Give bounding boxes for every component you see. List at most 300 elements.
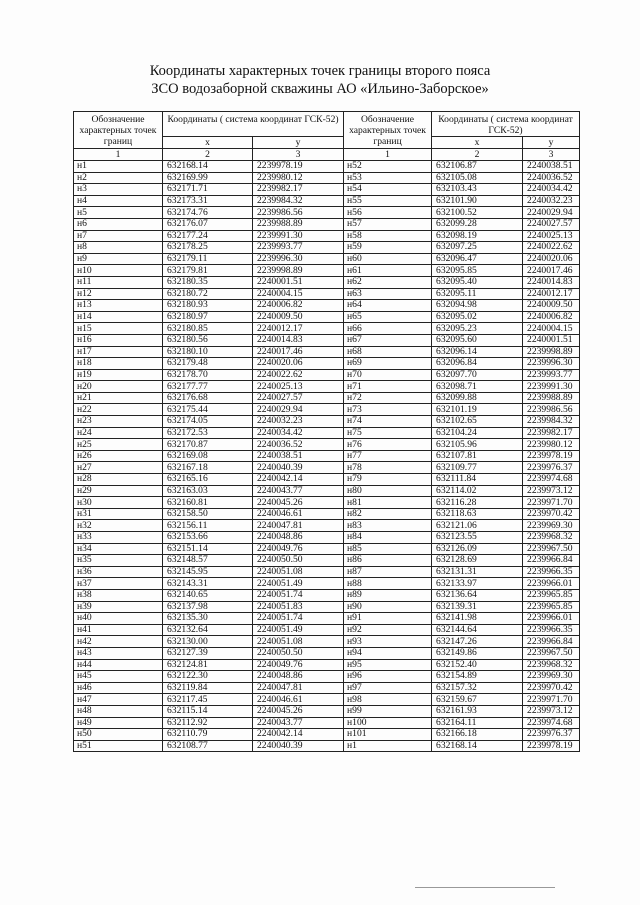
cell-y-left: 2239980.12 xyxy=(253,172,344,184)
cell-point-label-left: н41 xyxy=(74,624,163,636)
cell-x-right: 632096.47 xyxy=(432,253,523,265)
cell-x-left: 632179.81 xyxy=(163,265,253,277)
header-index-3-right: 3 xyxy=(523,149,580,161)
cell-point-label-right: н90 xyxy=(344,601,432,613)
cell-y-right: 2239968.32 xyxy=(523,659,580,671)
cell-point-label-right: н79 xyxy=(344,474,432,486)
cell-point-label-right: н59 xyxy=(344,242,432,254)
cell-x-right: 632116.28 xyxy=(432,497,523,509)
cell-point-label-right: н1 xyxy=(344,740,432,752)
cell-x-right: 632118.63 xyxy=(432,508,523,520)
cell-point-label-right: н88 xyxy=(344,578,432,590)
cell-point-label-left: н37 xyxy=(74,578,163,590)
cell-x-right: 632147.26 xyxy=(432,636,523,648)
title-line-2: ЗСО водозаборной скважины АО «Ильино-Заборское» xyxy=(151,81,489,97)
table-row xyxy=(74,253,580,265)
title-line-1: Координаты характерных точек границы второго пояса xyxy=(149,63,491,79)
cell-x-left: 632137.98 xyxy=(163,601,253,613)
table-row xyxy=(74,230,580,242)
cell-y-left: 2240040.39 xyxy=(253,462,344,474)
cell-point-label-right: н81 xyxy=(344,497,432,509)
table-row xyxy=(74,613,580,625)
cell-y-right: 2239965.85 xyxy=(523,589,580,601)
cell-y-left: 2240051.08 xyxy=(253,566,344,578)
coordinates-table-body xyxy=(74,161,580,752)
header-point-label-left: Обозначение характерных точек границ xyxy=(74,112,163,149)
cell-y-left: 2239984.32 xyxy=(253,195,344,207)
cell-point-label-right: н55 xyxy=(344,195,432,207)
cell-y-left: 2239978.19 xyxy=(253,161,344,173)
cell-point-label-right: н97 xyxy=(344,682,432,694)
cell-y-left: 2240036.52 xyxy=(253,439,344,451)
cell-y-right: 2240004.15 xyxy=(523,323,580,335)
cell-y-left: 2240006.82 xyxy=(253,300,344,312)
cell-x-right: 632095.23 xyxy=(432,323,523,335)
cell-y-right: 2239973.12 xyxy=(523,705,580,717)
cell-point-label-left: н49 xyxy=(74,717,163,729)
cell-y-left: 2240025.13 xyxy=(253,381,344,393)
cell-point-label-left: н46 xyxy=(74,682,163,694)
cell-y-right: 2239980.12 xyxy=(523,439,580,451)
table-row xyxy=(74,671,580,683)
cell-x-right: 632098.71 xyxy=(432,381,523,393)
cell-point-label-left: н20 xyxy=(74,381,163,393)
cell-x-right: 632149.86 xyxy=(432,647,523,659)
cell-point-label-right: н101 xyxy=(344,729,432,741)
table-row xyxy=(74,265,580,277)
cell-x-right: 632099.28 xyxy=(432,218,523,230)
cell-y-right: 2240027.57 xyxy=(523,218,580,230)
cell-point-label-left: н28 xyxy=(74,474,163,486)
cell-point-label-right: н98 xyxy=(344,694,432,706)
cell-y-left: 2240051.49 xyxy=(253,578,344,590)
cell-y-right: 2239970.42 xyxy=(523,682,580,694)
cell-y-left: 2240017.46 xyxy=(253,346,344,358)
cell-x-left: 632112.92 xyxy=(163,717,253,729)
table-row xyxy=(74,288,580,300)
cell-x-left: 632180.35 xyxy=(163,276,253,288)
cell-point-label-left: н11 xyxy=(74,276,163,288)
cell-x-right: 632103.43 xyxy=(432,184,523,196)
cell-x-right: 632097.25 xyxy=(432,242,523,254)
cell-point-label-right: н61 xyxy=(344,265,432,277)
cell-y-left: 2240029.94 xyxy=(253,404,344,416)
cell-point-label-left: н34 xyxy=(74,543,163,555)
cell-y-left: 2240045.26 xyxy=(253,497,344,509)
cell-y-right: 2239971.70 xyxy=(523,694,580,706)
cell-x-left: 632130.00 xyxy=(163,636,253,648)
cell-point-label-left: н40 xyxy=(74,613,163,625)
cell-y-left: 2240050.50 xyxy=(253,647,344,659)
cell-x-left: 632180.72 xyxy=(163,288,253,300)
table-row xyxy=(74,462,580,474)
cell-point-label-right: н80 xyxy=(344,485,432,497)
cell-x-right: 632105.08 xyxy=(432,172,523,184)
table-row xyxy=(74,276,580,288)
cell-y-left: 2240020.06 xyxy=(253,358,344,370)
cell-x-right: 632095.11 xyxy=(432,288,523,300)
cell-x-left: 632143.31 xyxy=(163,578,253,590)
cell-y-left: 2240046.61 xyxy=(253,694,344,706)
table-row xyxy=(74,532,580,544)
cell-x-left: 632108.77 xyxy=(163,740,253,752)
cell-y-left: 2240043.77 xyxy=(253,717,344,729)
cell-point-label-left: н12 xyxy=(74,288,163,300)
cell-x-left: 632180.97 xyxy=(163,311,253,323)
table-row xyxy=(74,427,580,439)
table-row xyxy=(74,323,580,335)
cell-point-label-right: н72 xyxy=(344,392,432,404)
cell-x-left: 632160.81 xyxy=(163,497,253,509)
cell-y-right: 2240029.94 xyxy=(523,207,580,219)
cell-x-left: 632177.77 xyxy=(163,381,253,393)
table-row xyxy=(74,694,580,706)
cell-point-label-left: н29 xyxy=(74,485,163,497)
cell-x-right: 632102.65 xyxy=(432,416,523,428)
cell-x-left: 632124.81 xyxy=(163,659,253,671)
cell-y-right: 2240017.46 xyxy=(523,265,580,277)
cell-y-right: 2239971.70 xyxy=(523,497,580,509)
cell-point-label-right: н63 xyxy=(344,288,432,300)
cell-y-right: 2240012.17 xyxy=(523,288,580,300)
header-index-3-left: 3 xyxy=(253,149,344,161)
cell-y-left: 2240012.17 xyxy=(253,323,344,335)
cell-point-label-left: н15 xyxy=(74,323,163,335)
cell-x-right: 632133.97 xyxy=(432,578,523,590)
cell-x-right: 632095.60 xyxy=(432,334,523,346)
table-row xyxy=(74,161,580,173)
cell-y-right: 2239991.30 xyxy=(523,381,580,393)
cell-point-label-left: н22 xyxy=(74,404,163,416)
cell-x-right: 632106.87 xyxy=(432,161,523,173)
cell-x-left: 632171.71 xyxy=(163,184,253,196)
cell-y-left: 2240048.86 xyxy=(253,532,344,544)
cell-y-right: 2239966.01 xyxy=(523,613,580,625)
cell-y-left: 2240046.61 xyxy=(253,508,344,520)
cell-x-right: 632098.19 xyxy=(432,230,523,242)
cell-point-label-left: н48 xyxy=(74,705,163,717)
cell-y-right: 2239966.01 xyxy=(523,578,580,590)
cell-y-left: 2240040.39 xyxy=(253,740,344,752)
cell-x-left: 632176.07 xyxy=(163,218,253,230)
cell-point-label-right: н53 xyxy=(344,172,432,184)
cell-y-right: 2239967.50 xyxy=(523,647,580,659)
cell-y-left: 2240001.51 xyxy=(253,276,344,288)
cell-x-right: 632123.55 xyxy=(432,532,523,544)
table-row xyxy=(74,636,580,648)
cell-y-left: 2240047.81 xyxy=(253,682,344,694)
cell-point-label-right: н57 xyxy=(344,218,432,230)
cell-y-right: 2240022.62 xyxy=(523,242,580,254)
cell-y-right: 2239976.37 xyxy=(523,729,580,741)
cell-x-left: 632175.44 xyxy=(163,404,253,416)
cell-point-label-left: н3 xyxy=(74,184,163,196)
cell-point-label-right: н95 xyxy=(344,659,432,671)
header-y-left: у xyxy=(253,137,344,149)
cell-point-label-left: н30 xyxy=(74,497,163,509)
cell-point-label-right: н77 xyxy=(344,450,432,462)
cell-x-right: 632166.18 xyxy=(432,729,523,741)
cell-point-label-right: н67 xyxy=(344,334,432,346)
cell-x-right: 632114.02 xyxy=(432,485,523,497)
table-row xyxy=(74,589,580,601)
table-row xyxy=(74,450,580,462)
table-row xyxy=(74,346,580,358)
table-row xyxy=(74,497,580,509)
cell-x-right: 632111.84 xyxy=(432,474,523,486)
cell-point-label-left: н4 xyxy=(74,195,163,207)
cell-point-label-right: н74 xyxy=(344,416,432,428)
cell-point-label-right: н71 xyxy=(344,381,432,393)
cell-y-left: 2239982.17 xyxy=(253,184,344,196)
table-row xyxy=(74,195,580,207)
cell-x-right: 632157.32 xyxy=(432,682,523,694)
cell-point-label-right: н60 xyxy=(344,253,432,265)
cell-y-left: 2239993.77 xyxy=(253,242,344,254)
cell-point-label-left: н7 xyxy=(74,230,163,242)
cell-point-label-right: н56 xyxy=(344,207,432,219)
cell-x-right: 632131.31 xyxy=(432,566,523,578)
cell-x-left: 632169.08 xyxy=(163,450,253,462)
cell-x-left: 632165.16 xyxy=(163,474,253,486)
cell-y-left: 2240047.81 xyxy=(253,520,344,532)
cell-point-label-right: н100 xyxy=(344,717,432,729)
cell-y-left: 2240051.49 xyxy=(253,624,344,636)
cell-x-left: 632178.25 xyxy=(163,242,253,254)
cell-y-left: 2240048.86 xyxy=(253,671,344,683)
cell-point-label-left: н23 xyxy=(74,416,163,428)
cell-x-left: 632169.99 xyxy=(163,172,253,184)
cell-y-left: 2239986.56 xyxy=(253,207,344,219)
cell-x-left: 632177.24 xyxy=(163,230,253,242)
cell-y-left: 2240042.14 xyxy=(253,474,344,486)
cell-y-right: 2240020.06 xyxy=(523,253,580,265)
header-index-1-left: 1 xyxy=(74,149,163,161)
cell-x-left: 632110.79 xyxy=(163,729,253,741)
table-row xyxy=(74,729,580,741)
cell-x-right: 632094.98 xyxy=(432,300,523,312)
header-y-right: у xyxy=(523,137,580,149)
table-row xyxy=(74,311,580,323)
cell-x-left: 632153.66 xyxy=(163,532,253,544)
table-row xyxy=(74,485,580,497)
table-row xyxy=(74,172,580,184)
header-x-right: х xyxy=(432,137,523,149)
cell-point-label-left: н19 xyxy=(74,369,163,381)
cell-x-left: 632115.14 xyxy=(163,705,253,717)
cell-y-right: 2239974.68 xyxy=(523,717,580,729)
cell-x-left: 632148.57 xyxy=(163,555,253,567)
cell-y-left: 2240051.74 xyxy=(253,589,344,601)
cell-point-label-right: н91 xyxy=(344,613,432,625)
cell-y-right: 2239969.30 xyxy=(523,671,580,683)
cell-point-label-left: н25 xyxy=(74,439,163,451)
cell-y-left: 2240049.76 xyxy=(253,543,344,555)
table-row xyxy=(74,416,580,428)
cell-x-right: 632095.40 xyxy=(432,276,523,288)
coordinates-table xyxy=(73,111,580,752)
cell-x-left: 632176.68 xyxy=(163,392,253,404)
cell-point-label-right: н58 xyxy=(344,230,432,242)
cell-point-label-right: н64 xyxy=(344,300,432,312)
cell-y-left: 2239988.89 xyxy=(253,218,344,230)
cell-y-left: 2240051.83 xyxy=(253,601,344,613)
cell-point-label-left: н50 xyxy=(74,729,163,741)
cell-y-right: 2240034.42 xyxy=(523,184,580,196)
cell-point-label-right: н69 xyxy=(344,358,432,370)
cell-x-left: 632179.11 xyxy=(163,253,253,265)
cell-x-right: 632168.14 xyxy=(432,740,523,752)
cell-x-right: 632100.52 xyxy=(432,207,523,219)
cell-point-label-left: н13 xyxy=(74,300,163,312)
cell-point-label-left: н47 xyxy=(74,694,163,706)
cell-point-label-right: н83 xyxy=(344,520,432,532)
table-row xyxy=(74,520,580,532)
cell-x-right: 632095.85 xyxy=(432,265,523,277)
cell-x-right: 632096.84 xyxy=(432,358,523,370)
cell-point-label-left: н27 xyxy=(74,462,163,474)
cell-point-label-right: н75 xyxy=(344,427,432,439)
cell-point-label-right: н66 xyxy=(344,323,432,335)
table-row xyxy=(74,740,580,752)
cell-x-left: 632163.03 xyxy=(163,485,253,497)
cell-point-label-left: н5 xyxy=(74,207,163,219)
cell-x-right: 632105.96 xyxy=(432,439,523,451)
cell-point-label-left: н35 xyxy=(74,555,163,567)
cell-x-left: 632145.95 xyxy=(163,566,253,578)
table-row xyxy=(74,300,580,312)
cell-x-right: 632096.14 xyxy=(432,346,523,358)
cell-y-left: 2240051.74 xyxy=(253,613,344,625)
table-row xyxy=(74,647,580,659)
cell-x-left: 632151.14 xyxy=(163,543,253,555)
cell-x-right: 632161.93 xyxy=(432,705,523,717)
cell-x-left: 632127.39 xyxy=(163,647,253,659)
cell-point-label-left: н31 xyxy=(74,508,163,520)
cell-x-left: 632173.31 xyxy=(163,195,253,207)
cell-y-right: 2240009.50 xyxy=(523,300,580,312)
cell-y-right: 2239993.77 xyxy=(523,369,580,381)
cell-x-right: 632099.88 xyxy=(432,392,523,404)
cell-point-label-left: н42 xyxy=(74,636,163,648)
cell-y-right: 2239965.85 xyxy=(523,601,580,613)
cell-point-label-right: н70 xyxy=(344,369,432,381)
cell-point-label-right: н93 xyxy=(344,636,432,648)
table-row xyxy=(74,578,580,590)
cell-point-label-left: н33 xyxy=(74,532,163,544)
table-row xyxy=(74,659,580,671)
cell-y-right: 2239986.56 xyxy=(523,404,580,416)
table-row xyxy=(74,439,580,451)
cell-point-label-left: н24 xyxy=(74,427,163,439)
cell-y-right: 2240025.13 xyxy=(523,230,580,242)
cell-x-left: 632178.70 xyxy=(163,369,253,381)
table-row xyxy=(74,717,580,729)
cell-point-label-left: н14 xyxy=(74,311,163,323)
cell-point-label-right: н76 xyxy=(344,439,432,451)
cell-point-label-left: н8 xyxy=(74,242,163,254)
cell-y-left: 2240032.23 xyxy=(253,416,344,428)
cell-y-right: 2239966.35 xyxy=(523,566,580,578)
table-row xyxy=(74,218,580,230)
cell-x-right: 632164.11 xyxy=(432,717,523,729)
table-row xyxy=(74,404,580,416)
header-index-2-left: 2 xyxy=(163,149,253,161)
table-row xyxy=(74,624,580,636)
table-row xyxy=(74,242,580,254)
cell-y-left: 2239998.89 xyxy=(253,265,344,277)
cell-x-left: 632135.30 xyxy=(163,613,253,625)
cell-x-left: 632174.76 xyxy=(163,207,253,219)
cell-point-label-left: н18 xyxy=(74,358,163,370)
table-row xyxy=(74,334,580,346)
cell-y-right: 2239970.42 xyxy=(523,508,580,520)
cell-y-right: 2239976.37 xyxy=(523,462,580,474)
header-index-1-right: 1 xyxy=(344,149,432,161)
cell-y-right: 2239988.89 xyxy=(523,392,580,404)
cell-point-label-right: н73 xyxy=(344,404,432,416)
cell-y-right: 2240036.52 xyxy=(523,172,580,184)
cell-x-left: 632117.45 xyxy=(163,694,253,706)
cell-point-label-left: н26 xyxy=(74,450,163,462)
cell-y-left: 2240038.51 xyxy=(253,450,344,462)
cell-x-right: 632107.81 xyxy=(432,450,523,462)
cell-y-right: 2239996.30 xyxy=(523,358,580,370)
cell-point-label-right: н82 xyxy=(344,508,432,520)
table-row xyxy=(74,381,580,393)
cell-point-label-right: н89 xyxy=(344,589,432,601)
cell-x-left: 632122.30 xyxy=(163,671,253,683)
cell-point-label-right: н86 xyxy=(344,555,432,567)
cell-y-right: 2239978.19 xyxy=(523,450,580,462)
cell-y-right: 2239969.30 xyxy=(523,520,580,532)
cell-y-right: 2239967.50 xyxy=(523,543,580,555)
cell-x-right: 632101.19 xyxy=(432,404,523,416)
table-row xyxy=(74,566,580,578)
cell-y-left: 2240050.50 xyxy=(253,555,344,567)
cell-x-left: 632180.56 xyxy=(163,334,253,346)
cell-x-left: 632170.87 xyxy=(163,439,253,451)
cell-point-label-left: н17 xyxy=(74,346,163,358)
table-row xyxy=(74,207,580,219)
cell-y-left: 2239991.30 xyxy=(253,230,344,242)
cell-y-right: 2240001.51 xyxy=(523,334,580,346)
cell-y-right: 2239982.17 xyxy=(523,427,580,439)
cell-y-right: 2239974.68 xyxy=(523,474,580,486)
cell-point-label-left: н43 xyxy=(74,647,163,659)
cell-x-right: 632104.24 xyxy=(432,427,523,439)
cell-point-label-right: н87 xyxy=(344,566,432,578)
cell-x-left: 632180.85 xyxy=(163,323,253,335)
cell-point-label-left: н21 xyxy=(74,392,163,404)
cell-x-right: 632136.64 xyxy=(432,589,523,601)
cell-point-label-right: н92 xyxy=(344,624,432,636)
cell-x-right: 632154.89 xyxy=(432,671,523,683)
cell-x-left: 632167.18 xyxy=(163,462,253,474)
cell-point-label-left: н9 xyxy=(74,253,163,265)
cell-y-left: 2240034.42 xyxy=(253,427,344,439)
cell-x-right: 632144.64 xyxy=(432,624,523,636)
table-row xyxy=(74,555,580,567)
header-index-2-right: 2 xyxy=(432,149,523,161)
cell-y-right: 2240006.82 xyxy=(523,311,580,323)
cell-point-label-left: н6 xyxy=(74,218,163,230)
cell-x-right: 632128.69 xyxy=(432,555,523,567)
cell-x-right: 632109.77 xyxy=(432,462,523,474)
cell-y-left: 2240043.77 xyxy=(253,485,344,497)
document-title xyxy=(0,62,640,98)
table-row xyxy=(74,601,580,613)
